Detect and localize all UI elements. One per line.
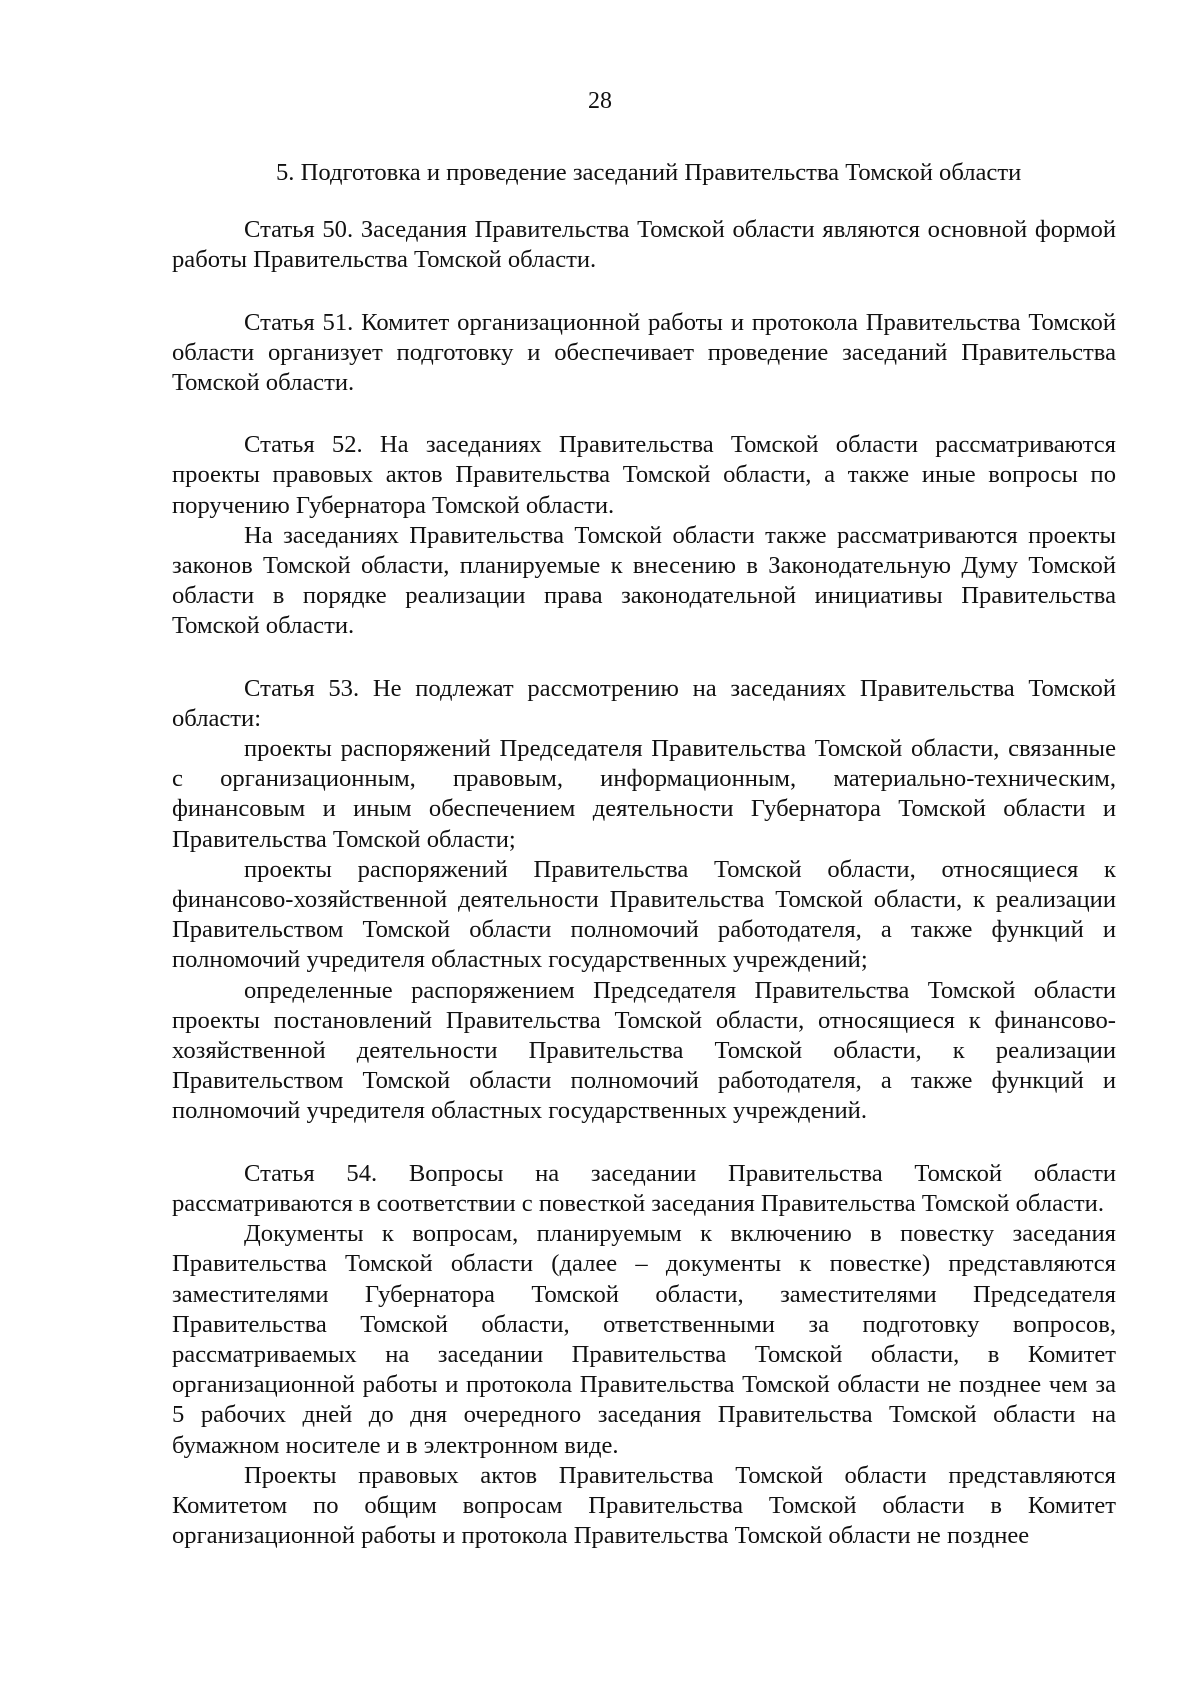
document-body: [172, 158, 1116, 1551]
page-number: 28: [588, 88, 612, 114]
article-50-paragraph: Статья 50. Заседания Правительства Томской области являются основной формой работы Правительства Томской области.: [172, 216, 1116, 274]
article-54-paragraph-3: Проекты правовых актов Правительства Томской области представляются Комитетом по общим вопросам Правительства Томской области в Комитет организационной работы и протокола Правительства Томской области не позднее: [172, 1461, 1116, 1550]
section-heading: 5. Подготовка и проведение заседаний Правительства Томской области: [276, 159, 1022, 186]
article-53-item-1: проекты распоряжений Председателя Правительства Томской области, связанные с организационным, правовым, информационным, материально-техническим, финансовым и иным обеспечением деятельности Губернатора Томской области и Правительства Томской области;: [172, 735, 1116, 853]
article-53-item-3: определенные распоряжением Председателя Правительства Томской области проекты постановлений Правительства Томской области, относящиеся к финансово-хозяйственной деятельности Правительства Томской области, к реализации Правительством Томской области полномочий работодателя, а также функций и полномочий учредителя областных государственных учреждений.: [172, 976, 1116, 1125]
article-54-paragraph-2: Документы к вопросам, планируемым к включению в повестку заседания Правительства Томской области (далее – документы к повестке) представляются заместителями Губернатора Томской области, заместителями Председателя Правительства Томской области, ответственными за подготовку вопросов, рассматриваемых на заседании Правительства Томской области, в Комитет организационной работы и протокола Правительства Томской области не позднее чем за 5 рабочих дней до дня очередного заседания Правительства Томской области на бумажном носителе и в электронном виде.: [172, 1220, 1116, 1459]
article-53-item-2: проекты распоряжений Правительства Томской области, относящиеся к финансово-хозяйственной деятельности Правительства Томской области, к реализации Правительством Томской области полномочий работодателя, а также функций и полномочий учредителя областных государственных учреждений;: [172, 855, 1116, 974]
article-52-paragraph: Статья 52. На заседаниях Правительства Томской области рассматриваются проекты правовых актов Правительства Томской области, а также иные вопросы по поручению Губернатора Томской области.: [172, 431, 1116, 519]
article-51-paragraph: Статья 51. Комитет организационной работы и протокола Правительства Томской области организует подготовку и обеспечивает проведение заседаний Правительства Томской области.: [172, 308, 1116, 397]
article-52-paragraph-2: На заседаниях Правительства Томской области также рассматриваются проекты законов Томской области, планируемые к внесению в Законодательную Думу Томской области в порядке реализации права законодательной инициативы Правительства Томской области.: [172, 521, 1116, 640]
article-53-paragraph: Статья 53. Не подлежат рассмотрению на заседаниях Правительства Томской области:: [172, 674, 1116, 732]
article-54-paragraph: Статья 54. Вопросы на заседании Правительства Томской области рассматриваются в соответствии с повесткой заседания Правительства Томской области.: [172, 1159, 1116, 1217]
